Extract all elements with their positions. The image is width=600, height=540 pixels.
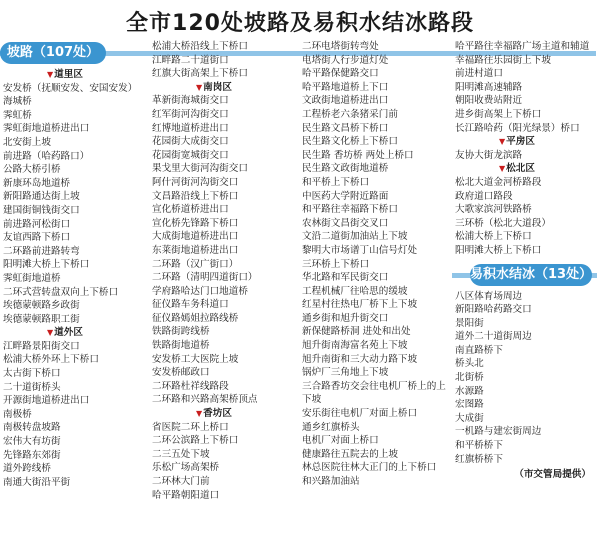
- list-item: 三环桥（松北大道段）: [455, 217, 551, 229]
- list-item: 幸福路往乐园街上下坡: [455, 54, 551, 66]
- list-item: 阳明滩大桥上下桥口: [455, 244, 542, 256]
- list-item: 工程机械厂往哈思的缓坡: [302, 285, 408, 297]
- list-item: 海城桥: [3, 96, 32, 108]
- list-item: 铁路街地道桥: [152, 340, 210, 352]
- list-item: 哈平路地道桥上下口: [302, 81, 389, 93]
- list-item: 安乐街往电机厂对面上桥口: [302, 408, 418, 420]
- list-item: 大歌家滨河铁路桥: [455, 204, 532, 216]
- column-3: [302, 40, 452, 489]
- list-item: 新阳路通达街上坡: [3, 191, 80, 203]
- column-1: [3, 40, 151, 489]
- list-item: 红旗桥桥下: [455, 453, 503, 465]
- list-item: 公路大桥引桥: [3, 164, 61, 176]
- list-item: 北安街上坡: [3, 136, 51, 148]
- list-item: 先锋路东郊街: [3, 449, 61, 461]
- list-item: 三环桥上下桥口: [302, 258, 370, 270]
- list-item: 红星村往热电厂桥下上下坡: [302, 299, 418, 311]
- list-item: 健康路往五院去的上坡: [302, 448, 398, 460]
- triangle-marker-icon: ▼: [196, 82, 203, 92]
- district-header-nangang: ▼南岗区: [196, 81, 232, 93]
- list-item: 果戈里大街河沟街交口: [152, 163, 248, 175]
- list-item: 南通大街沿平街: [3, 476, 71, 488]
- list-item: 文昌路沿线上下桥口: [152, 190, 239, 202]
- list-nangang: [152, 94, 300, 407]
- list-item: 前进村道口: [455, 68, 503, 80]
- list-item: 旭升街南海富名苑上下坡: [302, 340, 408, 352]
- list-item: 太古街下桥口: [3, 368, 61, 380]
- list-item: 松浦大桥沿线上下桥口: [152, 41, 248, 52]
- list-item: 二环公滨路上下桥口: [152, 435, 239, 447]
- list-item: 黎明大市场谱丁山信号灯处: [302, 244, 418, 256]
- source-credit: （市交管局提供）: [514, 469, 591, 481]
- list-col3: [302, 40, 452, 489]
- list-item: 二环式营转盘双向上下桥口: [3, 286, 119, 298]
- list-item: 花园街大成街交口: [152, 136, 229, 148]
- list-item: 和平路往幸福路下桥口: [302, 204, 398, 216]
- list-item: 红博地道桥进出口: [152, 122, 229, 134]
- list-item: 通乡街和旭升街交口: [302, 312, 389, 324]
- list-item: 安发桥（抚顺安发、安国安发）: [3, 82, 138, 94]
- list-item: 霁虹街地道桥进出口: [3, 123, 90, 135]
- triangle-marker-icon: ▼: [47, 328, 54, 338]
- list-item: 红军街河沟街交口: [152, 108, 229, 120]
- list-item: 二环路（汉广街口）: [152, 258, 239, 270]
- list-item: 电塔街人行步道灯处: [302, 54, 389, 66]
- list-item: 二十道街桥头: [3, 381, 61, 393]
- list-item: 松浦大桥外环上下桥口: [3, 354, 99, 366]
- list-item: 开源街地道桥进出口: [3, 395, 90, 407]
- list-songbei: [455, 176, 597, 258]
- list-item: 江畔路二十道街口: [152, 54, 229, 66]
- list-item: 三合路香坊交会往电机厂桥上的上下坡: [302, 380, 446, 406]
- triangle-marker-icon: ▼: [499, 137, 506, 147]
- list-item: 革新街海城街交口: [152, 95, 229, 107]
- page-title: 全市120处坡路及易积水结冰路段: [126, 11, 474, 36]
- list-item: 通乡红旗桥头: [302, 421, 360, 433]
- list-item: 哈平路保健路交口: [302, 68, 379, 80]
- list-item: 电机厂对面上桥口: [302, 435, 379, 447]
- list-item: 和平桥上下桥口: [302, 176, 370, 188]
- list-item: 友协大街龙滨路: [455, 149, 523, 161]
- triangle-marker-icon: ▼: [47, 70, 54, 79]
- water-banner-label: 易积水结冰（13处）: [470, 264, 592, 286]
- list-item: 宏图路: [455, 399, 484, 411]
- list-item: 宏伟大有坊街: [3, 436, 61, 448]
- list-item: 政府道口路段: [455, 190, 513, 202]
- triangle-marker-icon: ▼: [196, 409, 203, 419]
- list-item: 埃德蒙顿路乡政街: [3, 300, 80, 312]
- list-item: 江畔路景阳街交口: [3, 340, 80, 352]
- list-item: 松浦大桥上下桥口: [455, 231, 532, 243]
- list-item: 南极桥: [3, 408, 32, 420]
- list-item: 宣化桥先锋路下桥口: [152, 217, 239, 229]
- list-item: 民生路文昌桥下桥口: [302, 122, 389, 134]
- list-xiangfang: [152, 421, 300, 503]
- district-header-daowai: ▼道外区: [47, 327, 83, 339]
- list-item: 阿什河街河沟街交口: [152, 176, 239, 188]
- list-item: 大成街: [455, 412, 484, 424]
- list-item: 安发桥邮政口: [152, 367, 210, 379]
- list-item: 哈平路往幸福路广场主道和辅道: [455, 41, 590, 52]
- list-item: 北街桥: [455, 372, 484, 384]
- list-item: 新阳路哈药路交口: [455, 304, 532, 316]
- list-item: 友谊西路下桥口: [3, 232, 71, 244]
- list-item: 二环路和兴路高架桥顶点: [152, 394, 258, 406]
- column-2: [152, 40, 300, 502]
- list-item: 铁路街跨线桥: [152, 326, 210, 338]
- list-item: 二三五处下坡: [152, 448, 210, 460]
- list-item: 长江路哈药（阳光绿景）桥口: [455, 122, 580, 134]
- list-water: [455, 290, 597, 467]
- list-item: 红旗大街高架上下桥口: [152, 68, 248, 80]
- list-item: 乐松广场高架桥: [152, 462, 220, 474]
- list-item: 安发桥工大医院上坡: [152, 353, 239, 365]
- list-item: 征仪路嫣姐拉路线桥: [152, 312, 239, 324]
- district-header-daoli: ▼道里区: [47, 69, 83, 80]
- list-item: 建国街铜钱街交口: [3, 204, 80, 216]
- list-item: 哈平路朝阳道口: [152, 489, 220, 501]
- column-4: [455, 40, 597, 482]
- list-item: 民生路 香坊桥 两处上桥口: [302, 149, 414, 161]
- list-item: 景阳街: [455, 317, 484, 329]
- list-item: 前进路河松街口: [3, 218, 71, 230]
- list-item: 民生路文政街地道桥: [302, 163, 389, 175]
- triangle-marker-icon: ▼: [499, 164, 506, 174]
- list-item: 学府路哈达门口地道桥: [152, 285, 248, 297]
- list-item: 民生路文化桥上下桥口: [302, 136, 398, 148]
- list-item: 八区体育场周边: [455, 290, 523, 302]
- list-item: 林总医院往林大正门的上下桥口: [302, 462, 437, 474]
- list-item: 水源路: [455, 385, 484, 397]
- list-item: 道外二十道街周边: [455, 331, 532, 343]
- list-item: 二环电塔街转弯处: [302, 41, 379, 52]
- district-header-xiangfang: ▼香坊区: [196, 408, 232, 420]
- list-item: 二环路杜祥线路段: [152, 380, 229, 392]
- list-item: 中医药大学附近路面: [302, 190, 389, 202]
- district-header-songbei: ▼松北区: [499, 163, 535, 175]
- list-item: 一机路与建宏街周边: [455, 426, 542, 438]
- list-item: 阳明滩大桥上下桥口: [3, 259, 90, 271]
- list-item: 朝阳收费站附近: [455, 95, 523, 107]
- water-banner: [452, 264, 597, 286]
- list-item: 文政街地道桥进出口: [302, 95, 389, 107]
- list-item: 二环路前进路转弯: [3, 245, 80, 257]
- slope-banner-label: 坡路（107处）: [0, 42, 106, 64]
- list-item: 阳明滩高速辅路: [455, 81, 523, 93]
- list-col4-top: [455, 40, 597, 135]
- list-item: 进乡街高架上下桥口: [455, 108, 542, 120]
- list-item: 埃德蒙顿路职工街: [3, 313, 80, 325]
- list-item: 省医院二环上桥口: [152, 421, 229, 433]
- list-item: 桥头北: [455, 358, 484, 370]
- list-item: 二环路（清明四道街口）: [152, 272, 258, 284]
- list-item: 和平桥桥下: [455, 440, 503, 452]
- list-item: 道外跨线桥: [3, 463, 51, 475]
- list-item: 南直路桥下: [455, 344, 503, 356]
- list-item: 新康环岛地道桥: [3, 177, 71, 189]
- list-item: 花园街宽城街交口: [152, 149, 229, 161]
- list-item: 东莱街地道桥进出口: [152, 244, 239, 256]
- list-pingfang: [455, 149, 597, 163]
- list-item: 锅炉厂三角地上下坡: [302, 367, 389, 379]
- list-item: 工程桥老六条猪采门前: [302, 108, 398, 120]
- list-item: 霁虹街地道桥: [3, 272, 61, 284]
- list-item: 新保健路桥洞 进处和出处: [302, 326, 411, 338]
- list-item: 霁虹桥: [3, 109, 32, 121]
- list-item: 宣化桥道桥进出口: [152, 204, 229, 216]
- list-item: 华北路和军民街交口: [302, 272, 389, 284]
- list-col2-top: [152, 40, 300, 81]
- list-item: 前进路（哈药路口）: [3, 150, 90, 162]
- list-item: 南极转盘坡路: [3, 422, 61, 434]
- list-item: 二环林大门前: [152, 476, 210, 487]
- list-daowai: [3, 340, 151, 490]
- list-item: 松北大道金河桥路段: [455, 176, 542, 188]
- list-item: 文沿二道街加油站上下坡: [302, 231, 408, 243]
- list-item: 征仪路车务科道口: [152, 299, 229, 311]
- list-item: 农林街文昌街交叉口: [302, 217, 389, 229]
- district-header-pingfang: ▼平房区: [499, 136, 535, 148]
- list-item: 和兴路加油站: [302, 476, 360, 487]
- list-item: 大成街地道桥进出口: [152, 231, 239, 243]
- list-daoli: [3, 82, 151, 327]
- list-item: 旭升南街和三大动力路下坡: [302, 353, 418, 365]
- slope-banner: [0, 42, 151, 64]
